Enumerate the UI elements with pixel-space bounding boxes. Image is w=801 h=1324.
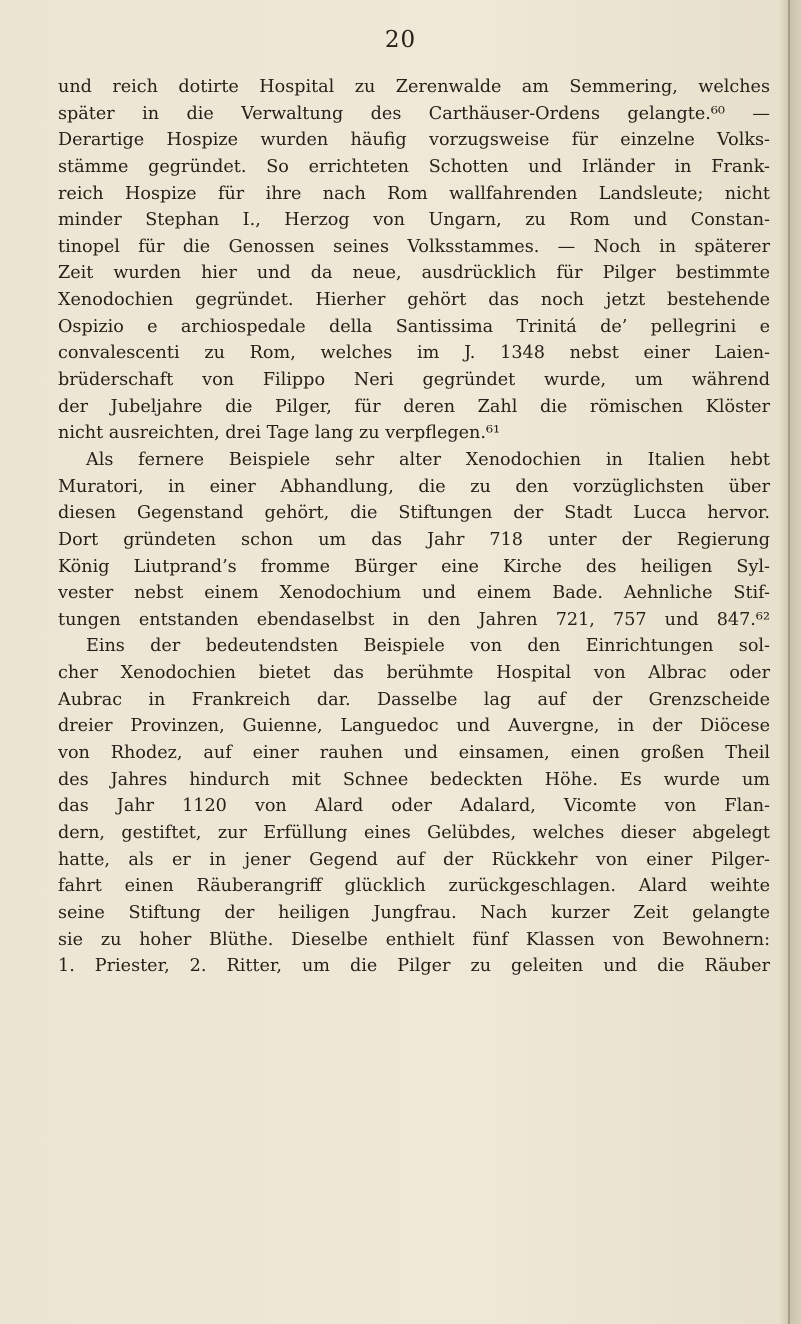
text-line: dern, gestiftet, zur Erfüllung eines Gelübdes, welches dieser abgelegt bbox=[58, 822, 770, 843]
page-number: 20 bbox=[384, 27, 417, 53]
text-line: und reich dotirte Hospital zu Zerenwalde am Semmering, welches bbox=[58, 77, 770, 97]
text-line: nicht ausreichten, drei Tage lang zu verpflegen.⁶¹ bbox=[58, 423, 501, 444]
text-line: reich Hospize für ihre nach Rom wallfahrenden Landsleute; nicht bbox=[58, 183, 770, 204]
text-line: fahrt einen Räuberangriff glücklich zurückgeschlagen. Alard weihte bbox=[58, 876, 770, 897]
text-line: Dort gründeten schon um das Jahr 718 unter der Regierung bbox=[58, 529, 770, 550]
text-line: tungen entstanden ebendaselbst in den Jahren 721, 757 und 847.⁶² bbox=[58, 609, 770, 630]
text-line: brüderschaft von Filippo Neri gegründet wurde, um während bbox=[58, 370, 770, 391]
text-line: Muratori, in einer Abhandlung, die zu den vorzüglichsten über bbox=[58, 476, 770, 497]
text-line: später in die Verwaltung des Carthäuser-Ordens gelangte.⁶⁰ — bbox=[58, 103, 770, 124]
text-line: hatte, als er in jener Gegend auf der Rückkehr von einer Pilger- bbox=[58, 849, 770, 870]
text-line: seine Stiftung der heiligen Jungfrau. Nach kurzer Zeit gelangte bbox=[58, 902, 770, 923]
text-line: stämme gegründet. So errichteten Schotten und Irländer in Frank- bbox=[58, 156, 770, 177]
text-line: 1. Priester, 2. Ritter, um die Pilger zu geleiten und die Räuber bbox=[58, 956, 770, 977]
text-line: convalescenti zu Rom, welches im J. 1348 nebst einer Laien- bbox=[58, 343, 770, 364]
text-line: dreier Provinzen, Guienne, Languedoc und Auvergne, in der Diöcese bbox=[58, 716, 770, 737]
page-edge-line bbox=[788, 0, 790, 1324]
text-line: diesen Gegenstand gehört, die Stiftungen der Stadt Lucca hervor. bbox=[58, 503, 770, 524]
text-line: sie zu hoher Blüthe. Dieselbe enthielt fünf Klassen von Bewohnern: bbox=[58, 929, 770, 950]
text-line: Xenodochien gegründet. Hierher gehört das noch jetzt bestehende bbox=[58, 290, 770, 311]
text-line: Derartige Hospize wurden häufig vorzugsweise für einzelne Volks- bbox=[58, 130, 770, 151]
text-line: König Liutprand’s fromme Bürger eine Kirche des heiligen Syl- bbox=[58, 556, 770, 577]
text-line: Eins der bedeutendsten Beispiele von den Einrichtungen sol- bbox=[86, 636, 770, 657]
text-line: der Jubeljahre die Pilger, für deren Zahl die römischen Klöster bbox=[58, 396, 770, 417]
text-line: Ospizio e archiospedale della Santissima Trinitá de’ pellegrini e bbox=[58, 316, 770, 337]
text-line: tinopel für die Genossen seines Volksstammes. — Noch in späterer bbox=[58, 236, 770, 257]
text-line: das Jahr 1120 von Alard oder Adalard, Vicomte von Flan- bbox=[58, 796, 770, 817]
body-text bbox=[58, 74, 770, 980]
text-line: des Jahres hindurch mit Schnee bedeckten Höhe. Es wurde um bbox=[58, 769, 770, 790]
text-line: Als fernere Beispiele sehr alter Xenodochien in Italien hebt bbox=[86, 449, 770, 470]
text-line: minder Stephan I., Herzog von Ungarn, zu Rom und Constan- bbox=[58, 210, 770, 231]
text-line: cher Xenodochien bietet das berühmte Hospital von Albrac oder bbox=[58, 663, 770, 684]
text-line: Aubrac in Frankreich dar. Dasselbe lag auf der Grenzscheide bbox=[58, 689, 770, 710]
page-edge-shadow bbox=[779, 0, 801, 1324]
text-line: vester nebst einem Xenodochium und einem Bade. Aehnliche Stif- bbox=[58, 583, 770, 604]
text-line: Zeit wurden hier und da neue, ausdrücklich für Pilger bestimmte bbox=[58, 263, 770, 284]
text-line: von Rhodez, auf einer rauhen und einsamen, einen großen Theil bbox=[58, 743, 770, 764]
